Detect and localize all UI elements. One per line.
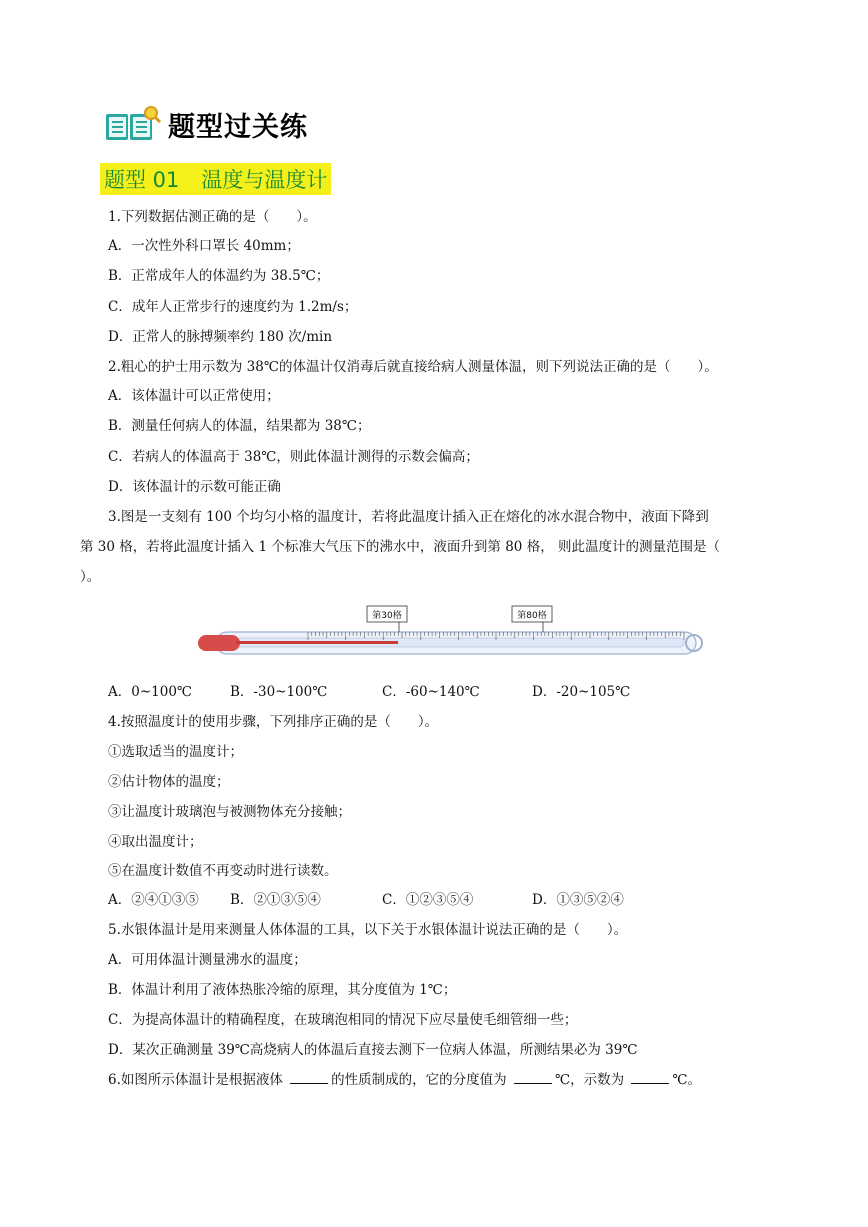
question-4-option-a: A．②④①③⑤ [108,892,199,908]
question-1-option-a: A．一次性外科口罩长 40mm； [108,238,300,254]
question-4-step-5: ⑤在温度计数值不再变动时进行读数。 [108,863,338,879]
label-30-text: 第30格 [372,611,402,621]
question-1-option-c: C．成年人正常步行的速度约为 1.2m/s； [108,299,358,315]
answer-blank-3[interactable] [631,1069,669,1084]
label-80-text: 第80格 [517,611,547,621]
question-6-part-b: 的性质制成的，它的分度值为 [331,1072,511,1088]
question-4-step-4: ④取出温度计； [108,834,203,850]
question-4-stem: 4.按照温度计的使用步骤，下列排序正确的是（ ）。 [108,714,439,730]
question-3-option-b: B．-30~100℃ [230,684,328,700]
question-5-option-c: C．为提高体温计的精确程度，在玻璃泡相同的情况下应尽量使毛细管细一些； [108,1012,578,1028]
question-4-option-c: C．①②③⑤④ [382,892,474,908]
question-1-option-d: D．正常人的脉搏频率约 180 次/min [108,329,333,345]
question-3-option-a: A．0~100℃ [108,684,193,700]
section-label [100,163,331,195]
question-2-option-a: A．该体温计可以正常使用； [108,388,280,404]
question-4-step-2: ②估计物体的温度； [108,774,230,790]
question-3-stem-line-3: ）。 [80,569,101,585]
question-4-step-3: ③让温度计玻璃泡与被测物体充分接触； [108,804,351,820]
question-2-option-c: C．若病人的体温高于 38℃，则此体温计测得的示数会偏高； [108,449,479,465]
question-3-stem-line-2: 第 30 格，若将此温度计插入 1 个标准大气压下的沸水中，液面升到第 80 格， 则此温度计的测量范围是（ [80,539,720,555]
question-2-stem: 2.粗心的护士用示数为 38℃的体温计仅消毒后就直接给病人测量体温，则下列说法正确的是（ ）。 [108,359,718,375]
question-6-part-a: 6.如图所示体温计是根据液体 [108,1072,288,1088]
thermometer-figure [196,602,708,662]
section-number: 题型 01 [104,168,180,192]
question-5-stem: 5.水银体温计是用来测量人体体温的工具，以下关于水银体温计说法正确的是（ ）。 [108,922,628,938]
question-3-option-c: C．-60~140℃ [382,684,480,700]
question-2-option-d: D．该体温计的示数可能正确 [108,479,281,495]
question-4-option-d: D．①③⑤②④ [532,892,624,908]
thermometer-bulb [198,635,240,651]
liquid-column [236,641,398,644]
header-title: 题型过关练 [168,111,308,143]
book-magnifier-icon [104,104,162,144]
question-1-option-b: B．正常成年人的体温约为 38.5℃； [108,268,330,284]
question-6-part-d: ℃。 [672,1072,701,1088]
question-6-part-c: ℃，示数为 [554,1072,629,1088]
question-4-step-1: ①选取适当的温度计； [108,744,243,760]
section-header [104,102,308,146]
question-5-option-d: D．某次正确测量 39℃高烧病人的体温后直接去测下一位病人体温，所测结果必为 39℃ [108,1042,638,1058]
question-5-option-a: A．可用体温计测量沸水的温度； [108,952,307,968]
question-6-stem [108,1069,701,1090]
question-3-stem-line-1: 3.图是一支刻有 100 个均匀小格的温度计，若将此温度计插入正在熔化的冰水混合物中，液面下降到 [108,509,709,525]
question-2-option-b: B．测量任何病人的体温，结果都为 38℃； [108,418,371,434]
question-5-option-b: B．体温计利用了液体热胀冷缩的原理，其分度值为 1℃； [108,982,457,998]
section-name: 温度与温度计 [201,168,328,192]
question-3-option-d: D．-20~105℃ [532,684,631,700]
question-1-stem: 1.下列数据估测正确的是（ ）。 [108,209,317,225]
question-4-option-b: B．②①③⑤④ [230,892,321,908]
answer-blank-2[interactable] [514,1069,552,1084]
answer-blank-1[interactable] [290,1069,328,1084]
